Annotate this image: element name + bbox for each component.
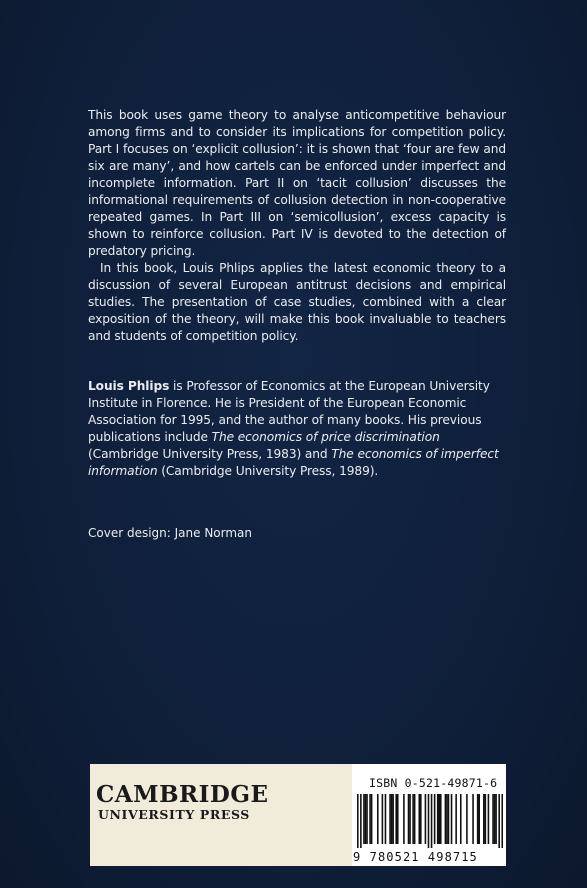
blurb-paragraph-2: In this book, Louis Phlips applies the latest economic theory to a discussion of several European antitrust decisions and empirical studies. The presentation of case studies, combined with a clear exposition of the theory, will make this book invaluable to teachers and students of competition policy. — [88, 261, 506, 343]
author-text-2: (Cambridge University Press, 1983) and — [88, 447, 332, 461]
previous-book-title-2: The economics of imperfect information — [88, 447, 499, 478]
author-text-1: is Professor of Economics at the European University Institute in Florence. He is President of the European Economic Association for 1995, and the author of many books. His previous publications include — [88, 379, 490, 444]
cover-design-credit: Cover design: Jane Norman — [88, 526, 253, 540]
author-bio — [88, 378, 506, 480]
book-blurb — [88, 107, 506, 345]
publisher-name: CAMBRIDGE — [96, 781, 269, 808]
author-text-3: (Cambridge University Press, 1989). — [157, 464, 379, 478]
ean-digits: 9 780521 498715 — [353, 850, 478, 864]
blurb-paragraph-1: This book uses game theory to analyse anticompetitive behaviour among firms and to consider its implications for competition policy. Part I focuses on ‘explicit collusion’: it is shown that ‘four are few and six are many’, and how cartels can be enforced under imperfect and incomplete information. Part II on ‘tacit collusion’ discusses the informational requirements of collusion detection in non-cooperative repeated games. In Part III on ‘semicollusion’, excess capacity is shown to reinforce collusion. Part IV is devoted to the detection of predatory pricing. — [88, 108, 506, 258]
publisher-logo — [96, 783, 269, 823]
previous-book-title-1: The economics of price discrimination — [211, 430, 440, 444]
author-name: Louis Phlips — [88, 379, 170, 393]
publisher-subtitle: UNIVERSITY PRESS — [98, 807, 250, 822]
isbn-label: ISBN 0-521-49871-6 — [369, 776, 498, 790]
barcode-icon — [357, 794, 503, 848]
